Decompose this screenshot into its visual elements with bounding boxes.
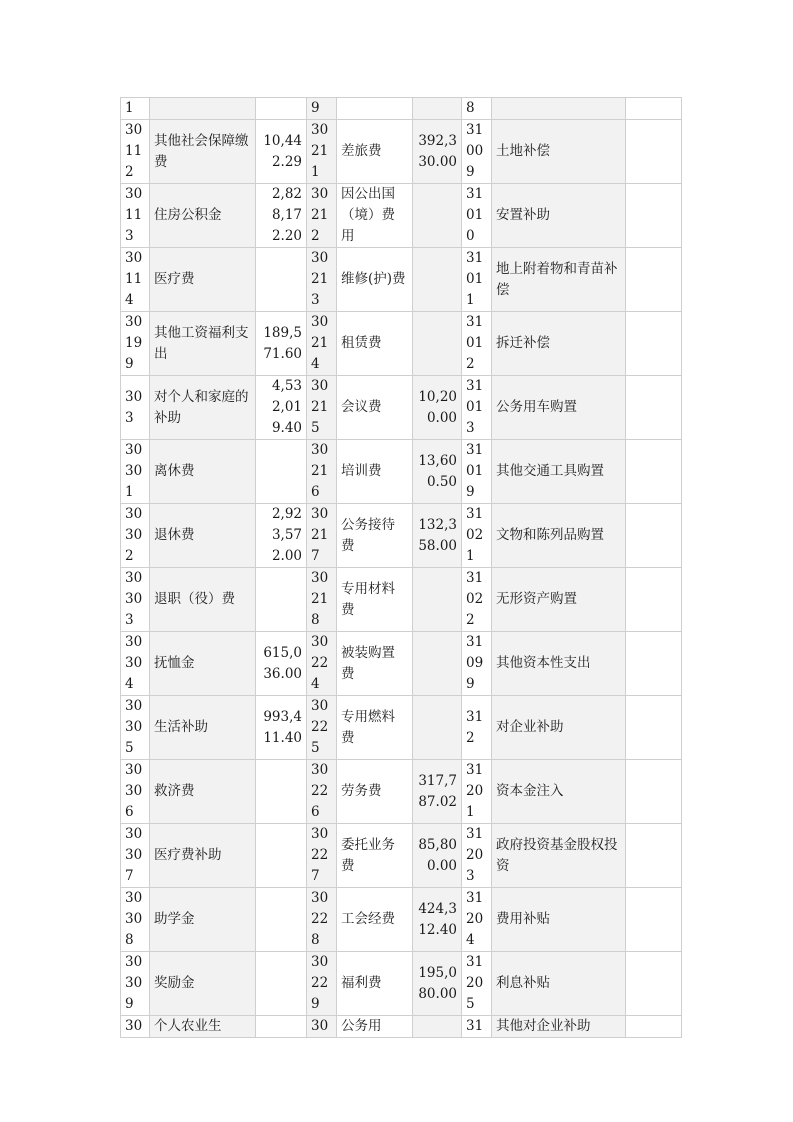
value-cell-col1: 615,036.00 bbox=[256, 632, 307, 696]
table-row bbox=[121, 248, 682, 312]
code-cell-col3: 31201 bbox=[462, 760, 492, 824]
name-cell-col3: 其他交通工具购置 bbox=[492, 440, 626, 504]
code-cell-col2: 30229 bbox=[307, 952, 337, 1016]
table-row bbox=[121, 952, 682, 1016]
code-cell-col1: 1 bbox=[121, 98, 150, 120]
empty-cell-col3 bbox=[626, 632, 682, 696]
value-cell-col1: 10,442.29 bbox=[256, 120, 307, 184]
name-cell-col2: 会议费 bbox=[337, 376, 413, 440]
name-cell-col3: 政府投资基金股权投资 bbox=[492, 824, 626, 888]
value-cell-col2: 10,200.00 bbox=[413, 376, 462, 440]
name-cell-col1: 离休费 bbox=[150, 440, 256, 504]
code-cell-col3: 31205 bbox=[462, 952, 492, 1016]
name-cell-col1: 抚恤金 bbox=[150, 632, 256, 696]
empty-cell-col3 bbox=[626, 568, 682, 632]
name-cell-col1: 医疗费 bbox=[150, 248, 256, 312]
empty-cell-col3 bbox=[626, 888, 682, 952]
table-body bbox=[121, 98, 682, 1038]
value-cell-col1 bbox=[256, 760, 307, 824]
name-cell-col1: 救济费 bbox=[150, 760, 256, 824]
name-cell-col2: 租赁费 bbox=[337, 312, 413, 376]
code-cell-col2: 30211 bbox=[307, 120, 337, 184]
name-cell-col3: 其他资本性支出 bbox=[492, 632, 626, 696]
code-cell-col3: 31011 bbox=[462, 248, 492, 312]
name-cell-col3: 利息补贴 bbox=[492, 952, 626, 1016]
code-cell-col1: 30309 bbox=[121, 952, 150, 1016]
code-cell-col3: 8 bbox=[462, 98, 492, 120]
name-cell-col3: 资本金注入 bbox=[492, 760, 626, 824]
value-cell-col2 bbox=[413, 184, 462, 248]
code-cell-col2: 30226 bbox=[307, 760, 337, 824]
value-cell-col2: 392,330.00 bbox=[413, 120, 462, 184]
name-cell-col3: 其他对企业补助 bbox=[492, 1016, 626, 1038]
value-cell-col2 bbox=[413, 98, 462, 120]
code-cell-col2: 30218 bbox=[307, 568, 337, 632]
value-cell-col2 bbox=[413, 696, 462, 760]
name-cell-col3: 土地补偿 bbox=[492, 120, 626, 184]
name-cell-col3: 安置补助 bbox=[492, 184, 626, 248]
table-row bbox=[121, 888, 682, 952]
name-cell-col2: 委托业务费 bbox=[337, 824, 413, 888]
code-cell-col3: 31013 bbox=[462, 376, 492, 440]
table-row bbox=[121, 440, 682, 504]
code-cell-col1: 30113 bbox=[121, 184, 150, 248]
value-cell-col2: 424,312.40 bbox=[413, 888, 462, 952]
name-cell-col1: 助学金 bbox=[150, 888, 256, 952]
name-cell-col2: 专用材料费 bbox=[337, 568, 413, 632]
code-cell-col3: 31 bbox=[462, 1016, 492, 1038]
code-cell-col3: 31021 bbox=[462, 504, 492, 568]
name-cell-col3: 对企业补助 bbox=[492, 696, 626, 760]
code-cell-col3: 31010 bbox=[462, 184, 492, 248]
name-cell-col2: 劳务费 bbox=[337, 760, 413, 824]
empty-cell-col3 bbox=[626, 504, 682, 568]
table-row bbox=[121, 696, 682, 760]
code-cell-col3: 31099 bbox=[462, 632, 492, 696]
name-cell-col1: 其他社会保障缴费 bbox=[150, 120, 256, 184]
name-cell-col3: 文物和陈列品购置 bbox=[492, 504, 626, 568]
value-cell-col1 bbox=[256, 248, 307, 312]
name-cell-col3: 公务用车购置 bbox=[492, 376, 626, 440]
code-cell-col2: 30216 bbox=[307, 440, 337, 504]
budget-expenditure-table bbox=[120, 97, 682, 1038]
name-cell-col1: 医疗费补助 bbox=[150, 824, 256, 888]
value-cell-col1 bbox=[256, 98, 307, 120]
code-cell-col2: 30213 bbox=[307, 248, 337, 312]
value-cell-col1: 2,828,172.20 bbox=[256, 184, 307, 248]
code-cell-col3: 31019 bbox=[462, 440, 492, 504]
code-cell-col2: 30224 bbox=[307, 632, 337, 696]
value-cell-col2 bbox=[413, 632, 462, 696]
table-row bbox=[121, 824, 682, 888]
value-cell-col1: 993,411.40 bbox=[256, 696, 307, 760]
name-cell-col2 bbox=[337, 98, 413, 120]
code-cell-col1: 30306 bbox=[121, 760, 150, 824]
empty-cell-col3 bbox=[626, 696, 682, 760]
value-cell-col1 bbox=[256, 440, 307, 504]
code-cell-col2: 30212 bbox=[307, 184, 337, 248]
name-cell-col3: 拆迁补偿 bbox=[492, 312, 626, 376]
code-cell-col3: 31009 bbox=[462, 120, 492, 184]
code-cell-col1: 30301 bbox=[121, 440, 150, 504]
table-row bbox=[121, 568, 682, 632]
code-cell-col1: 30304 bbox=[121, 632, 150, 696]
code-cell-col3: 31022 bbox=[462, 568, 492, 632]
table-row bbox=[121, 632, 682, 696]
value-cell-col2 bbox=[413, 248, 462, 312]
name-cell-col1: 生活补助 bbox=[150, 696, 256, 760]
code-cell-col3: 31204 bbox=[462, 888, 492, 952]
name-cell-col1 bbox=[150, 98, 256, 120]
code-cell-col1: 30114 bbox=[121, 248, 150, 312]
name-cell-col2: 工会经费 bbox=[337, 888, 413, 952]
code-cell-col1: 30305 bbox=[121, 696, 150, 760]
code-cell-col1: 30112 bbox=[121, 120, 150, 184]
value-cell-col1: 189,571.60 bbox=[256, 312, 307, 376]
name-cell-col2: 专用燃料费 bbox=[337, 696, 413, 760]
empty-cell-col3 bbox=[626, 376, 682, 440]
value-cell-col1: 4,532,019.40 bbox=[256, 376, 307, 440]
name-cell-col2: 因公出国（境）费用 bbox=[337, 184, 413, 248]
code-cell-col1: 30 bbox=[121, 1016, 150, 1038]
value-cell-col1 bbox=[256, 1016, 307, 1038]
table-row bbox=[121, 376, 682, 440]
code-cell-col2: 30225 bbox=[307, 696, 337, 760]
name-cell-col3: 地上附着物和青苗补偿 bbox=[492, 248, 626, 312]
value-cell-col1: 2,923,572.00 bbox=[256, 504, 307, 568]
table-row bbox=[121, 760, 682, 824]
empty-cell-col3 bbox=[626, 1016, 682, 1038]
name-cell-col2: 福利费 bbox=[337, 952, 413, 1016]
value-cell-col2: 317,787.02 bbox=[413, 760, 462, 824]
code-cell-col1: 30308 bbox=[121, 888, 150, 952]
code-cell-col2: 9 bbox=[307, 98, 337, 120]
name-cell-col2: 公务用 bbox=[337, 1016, 413, 1038]
name-cell-col1: 退职（役）费 bbox=[150, 568, 256, 632]
value-cell-col1 bbox=[256, 568, 307, 632]
empty-cell-col3 bbox=[626, 98, 682, 120]
name-cell-col3: 无形资产购置 bbox=[492, 568, 626, 632]
name-cell-col2: 差旅费 bbox=[337, 120, 413, 184]
value-cell-col1 bbox=[256, 888, 307, 952]
value-cell-col2: 85,800.00 bbox=[413, 824, 462, 888]
empty-cell-col3 bbox=[626, 184, 682, 248]
code-cell-col3: 312 bbox=[462, 696, 492, 760]
code-cell-col1: 30307 bbox=[121, 824, 150, 888]
name-cell-col1: 其他工资福利支出 bbox=[150, 312, 256, 376]
empty-cell-col3 bbox=[626, 312, 682, 376]
name-cell-col3: 费用补贴 bbox=[492, 888, 626, 952]
name-cell-col1: 住房公积金 bbox=[150, 184, 256, 248]
table-row-partial-top bbox=[121, 98, 682, 120]
name-cell-col1: 个人农业生 bbox=[150, 1016, 256, 1038]
name-cell-col1: 对个人和家庭的补助 bbox=[150, 376, 256, 440]
table-row bbox=[121, 504, 682, 568]
code-cell-col2: 30227 bbox=[307, 824, 337, 888]
code-cell-col3: 31203 bbox=[462, 824, 492, 888]
table-row bbox=[121, 120, 682, 184]
empty-cell-col3 bbox=[626, 120, 682, 184]
code-cell-col1: 30302 bbox=[121, 504, 150, 568]
value-cell-col2: 13,600.50 bbox=[413, 440, 462, 504]
value-cell-col1 bbox=[256, 824, 307, 888]
code-cell-col2: 30214 bbox=[307, 312, 337, 376]
empty-cell-col3 bbox=[626, 952, 682, 1016]
value-cell-col2: 132,358.00 bbox=[413, 504, 462, 568]
table-row-partial-bottom bbox=[121, 1016, 682, 1038]
value-cell-col2 bbox=[413, 1016, 462, 1038]
code-cell-col3: 31012 bbox=[462, 312, 492, 376]
value-cell-col1 bbox=[256, 952, 307, 1016]
empty-cell-col3 bbox=[626, 824, 682, 888]
name-cell-col1: 退休费 bbox=[150, 504, 256, 568]
code-cell-col1: 303 bbox=[121, 376, 150, 440]
name-cell-col2: 培训费 bbox=[337, 440, 413, 504]
code-cell-col2: 30 bbox=[307, 1016, 337, 1038]
empty-cell-col3 bbox=[626, 440, 682, 504]
name-cell-col2: 被装购置费 bbox=[337, 632, 413, 696]
name-cell-col2: 维修(护)费 bbox=[337, 248, 413, 312]
table-row bbox=[121, 184, 682, 248]
code-cell-col1: 30303 bbox=[121, 568, 150, 632]
empty-cell-col3 bbox=[626, 248, 682, 312]
name-cell-col1: 奖励金 bbox=[150, 952, 256, 1016]
value-cell-col2 bbox=[413, 568, 462, 632]
value-cell-col2: 195,080.00 bbox=[413, 952, 462, 1016]
code-cell-col1: 30199 bbox=[121, 312, 150, 376]
value-cell-col2 bbox=[413, 312, 462, 376]
code-cell-col2: 30228 bbox=[307, 888, 337, 952]
empty-cell-col3 bbox=[626, 760, 682, 824]
code-cell-col2: 30215 bbox=[307, 376, 337, 440]
table-row bbox=[121, 312, 682, 376]
code-cell-col2: 30217 bbox=[307, 504, 337, 568]
name-cell-col3 bbox=[492, 98, 626, 120]
name-cell-col2: 公务接待费 bbox=[337, 504, 413, 568]
